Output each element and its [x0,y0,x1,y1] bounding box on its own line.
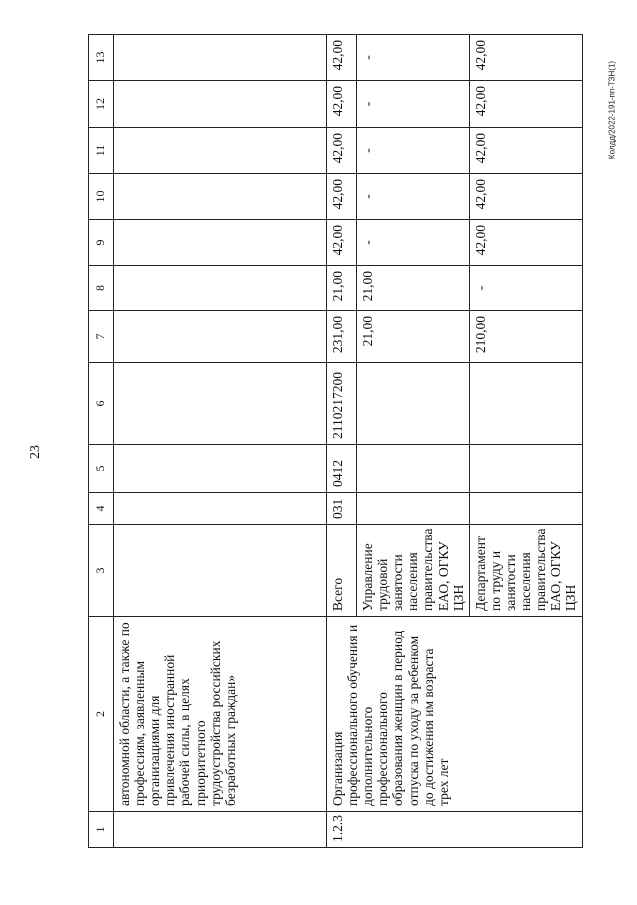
column-header: 9 [89,220,114,266]
executor-cell: Департамент по труду и занятости населения правительства ЕАО, ОГКУ ЦЗН [469,525,582,617]
column-header: 2 [89,617,114,812]
year-amount: - [357,174,470,220]
year-amount: 42,00 [469,35,582,81]
continued-measure-text: автономной области, а также по профессиям, заявленным организациями для привлечения иностранной рабочей силы, в целях приоритетного трудоустройства российских безработных граждан» [114,617,327,812]
year-amount: 42,00 [327,81,357,128]
year-amount: - [357,128,470,174]
continued-row [114,35,327,848]
column-header: 10 [89,174,114,220]
column-header: 4 [89,493,114,525]
page-number: 23 [28,445,43,459]
year-amount: 42,00 [327,128,357,174]
item-name: Организация профессионального обучения и дополнительного профессионального образования женщин в период отпуска по уходу за ребенком до достижения им возраста трех лет [327,617,583,812]
grbs-code: 031 [327,493,357,525]
budget-table [88,34,583,848]
executor-cell: Управление трудовой занятости населения правительства ЕАО, ОГКУ ЦЗН [357,525,470,617]
year-amount: 42,00 [327,174,357,220]
year-amount: 42,00 [469,128,582,174]
column-header: 6 [89,363,114,445]
total-amount: 21,00 [357,311,470,363]
column-header: 8 [89,266,114,311]
item-number: 1.2.3 [327,812,583,848]
column-header: 3 [89,525,114,617]
year-amount: - [357,35,470,81]
year-amount: 42,00 [327,220,357,266]
section-code: 0412 [327,445,357,493]
column-header: 5 [89,445,114,493]
budget-table-container [88,40,579,848]
total-amount: 231,00 [327,311,357,363]
column-header: 1 [89,812,114,848]
executor-cell: Всего [327,525,357,617]
year-amount: 42,00 [469,81,582,128]
year-amount: 21,00 [357,266,470,311]
column-header: 7 [89,311,114,363]
column-header: 11 [89,128,114,174]
column-header: 13 [89,35,114,81]
year-amount: 21,00 [327,266,357,311]
year-amount: 42,00 [469,174,582,220]
year-amount: - [357,81,470,128]
column-header: 12 [89,81,114,128]
table-row-total [327,35,357,848]
document-code: Колдд/2022-191-пп-ТЗН(1) [607,60,617,160]
column-number-row [89,35,114,848]
year-amount: 42,00 [327,35,357,81]
total-amount: 210,00 [469,311,582,363]
target-code: 2110217200 [327,363,357,445]
year-amount: - [469,266,582,311]
year-amount: - [357,220,470,266]
year-amount: 42,00 [469,220,582,266]
